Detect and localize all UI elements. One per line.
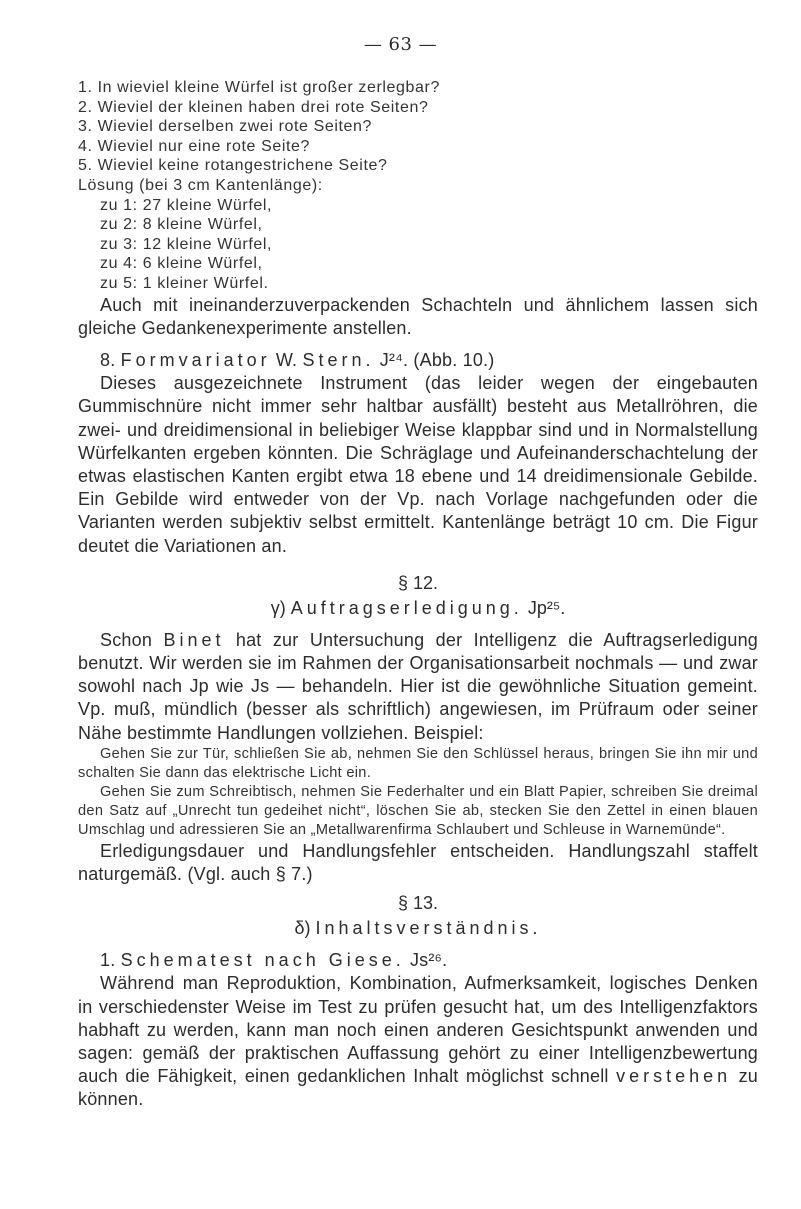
- person-name: Binet: [163, 629, 225, 650]
- item-reference: Js²⁶.: [409, 950, 448, 971]
- section-name: Auftragserledigung.: [290, 597, 523, 618]
- paragraph-item-8: Dieses ausgezeichnete Instrument (das leider wegen der eingebauten Gummischnüre nicht immer sehr haltbar ausfällt) besteht aus Metallröhren, die zwei- und dreidimensional in beliebiger Weise klappbar sind und in Normalstellung Würfelkanten ergeben könnten. Die Schräglage und Aufeinanderschachtelung der etwas elastischen Kanten ergibt etwa 18 ebene und 14 dreidimensionale Gebilde. Ein Gebilde wird entweder von der Vp. nach Vorlage nachgefunden oder die Varianten werden subjektiv selbst ermittelt. Kantenlänge beträgt 10 cm. Die Figur deutet die Variationen an.: [78, 373, 758, 556]
- section-13-title: § 13.: [397, 893, 439, 914]
- section-12-subtitle: [78, 596, 758, 620]
- item-reference: J²⁴. (Abb. 10.): [379, 349, 495, 370]
- paragraph-section-12-end: Erledigungsdauer und Handlungsfehler entscheiden. Handlungszahl staffelt naturgemäß. (Vgl. auch § 7.): [78, 840, 758, 884]
- section-name: Inhaltsverständnis.: [315, 918, 542, 939]
- item-number: 1.: [100, 950, 116, 971]
- item-title: Schematest nach Giese.: [120, 950, 405, 971]
- solution-item: zu 4: 6 kleine Würfel,: [100, 255, 263, 273]
- section-prefix: δ): [294, 918, 311, 939]
- solution-item: zu 5: 1 kleiner Würfel.: [100, 274, 269, 292]
- paragraph-section-13: [78, 972, 758, 1111]
- text-run: zu können.: [78, 1066, 759, 1110]
- author-initial: W.: [275, 349, 298, 370]
- solution-item: zu 2: 8 kleine Würfel,: [100, 216, 263, 234]
- page-content: [78, 78, 758, 1112]
- item-1-heading: [78, 949, 758, 972]
- item-8-heading: [78, 349, 758, 372]
- solution-heading: Lösung (bei 3 cm Kantenlänge):: [78, 176, 323, 194]
- question-item: 2. Wieviel der kleinen haben drei rote Seiten?: [78, 98, 429, 116]
- paragraph-section-12: [78, 629, 758, 745]
- author-name: Stern.: [302, 349, 375, 370]
- example-instruction: Gehen Sie zur Tür, schließen Sie ab, nehmen Sie den Schlüssel heraus, bringen Sie ihn mir und schalten Sie dann das elektrische Licht ein.: [78, 745, 758, 781]
- section-12-title: § 12.: [397, 572, 439, 593]
- paragraph-boxes: Auch mit ineinanderzuverpackenden Schachteln und ähnlichem lassen sich gleiche Gedankenexperimente anstellen.: [78, 294, 758, 338]
- section-prefix: γ): [270, 597, 286, 618]
- page-number: — 63 —: [363, 34, 438, 55]
- text-run: Schon: [100, 629, 153, 650]
- text-run: hat zur Untersuchung der Intelligenz die Auftragserledigung benutzt. Wir werden sie im Rahmen der Organisationsarbeit nochmals — und zwar sowohl nach Jp wie Js — behandeln. Hier ist die gewöhnliche Situation gemeint. Vp. muß, mündlich (besser als schriftlich) angewiesen, im Prüfraum oder seiner Nähe bestimmte Handlungen vollziehen. Beispiel:: [78, 629, 759, 743]
- section-reference: Jp²⁵.: [527, 597, 566, 618]
- section-13-subtitle: [78, 916, 758, 940]
- question-item: 1. In wieviel kleine Würfel ist großer zerlegbar?: [78, 79, 440, 96]
- question-item: 4. Wieviel nur eine rote Seite?: [78, 137, 311, 155]
- question-item: 5. Wieviel keine rotangestrichene Seite?: [78, 157, 388, 175]
- solution-item: zu 3: 12 kleine Würfel,: [100, 235, 273, 253]
- question-list: [78, 78, 758, 294]
- question-item: 3. Wieviel derselben zwei rote Seiten?: [78, 118, 373, 136]
- text-run: Während man Reproduktion, Kombination, Aufmerksamkeit, logisches Denken in verschiedenster Weise im Test zu prüfen gesucht hat, um des Intelligenzfaktors habhaft zu werden, kann man noch einen anderen Gesichtspunkt anwenden und sagen: gemäß der praktischen Auffassung gehört zu einer Intelligenzbewertung auch die Fähigkeit, einen gedanklichen Inhalt möglichst schnell: [78, 973, 758, 1087]
- emphasized-word: verstehen: [616, 1066, 732, 1087]
- item-title: Formvariator: [120, 349, 271, 370]
- example-instruction: Gehen Sie zum Schreibtisch, nehmen Sie Federhalter und ein Blatt Papier, schreiben Sie dreimal den Satz auf „Unrecht tun gedeihet nicht“, löschen Sie ab, stecken Sie den Zettel in einen blauen Umschlag und adressieren Sie an „Metallwarenfirma Schlaubert und Schleuse in Warnemünde“.: [78, 783, 758, 838]
- item-number: 8.: [100, 349, 116, 370]
- solution-item: zu 1: 27 kleine Würfel,: [100, 196, 273, 214]
